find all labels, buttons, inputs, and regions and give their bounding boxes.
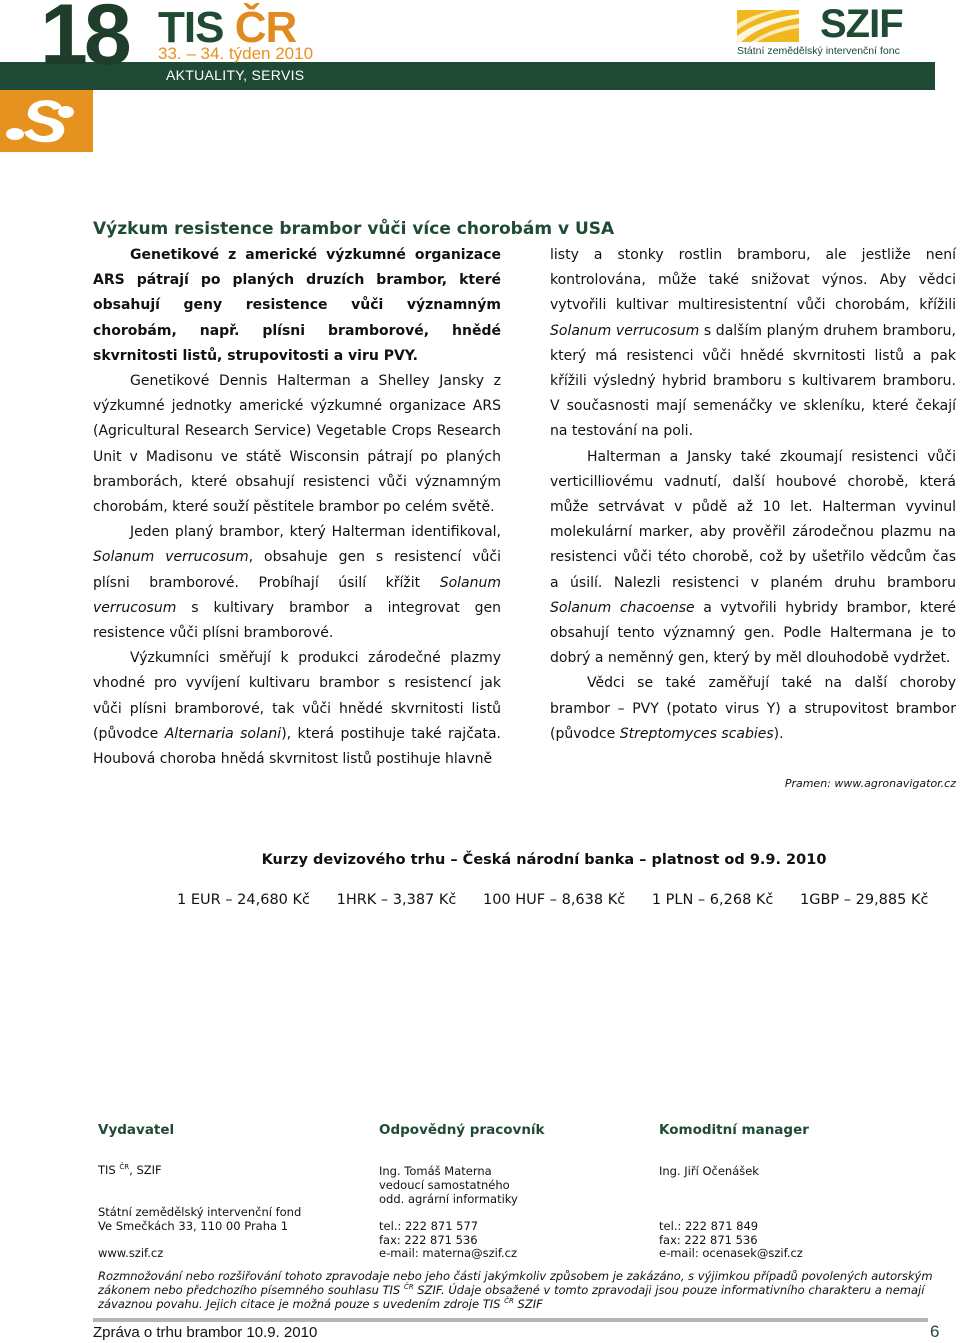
- szif-logo-icon: [737, 10, 799, 42]
- article-title: Výzkum resistence brambor vůči více chorobám v USA: [93, 219, 615, 239]
- section-label: AKTUALITY, SERVIS: [166, 67, 305, 83]
- text: s kultivary brambor a integrovat gen resistence vůči plísni bramborové.: [93, 599, 501, 642]
- publisher-address: Ve Smečkách 33, 110 00 Praha 1: [98, 1219, 289, 1233]
- footer-divider: [93, 1318, 928, 1322]
- article-right-column: [550, 243, 956, 747]
- mgr-email-link[interactable]: e-mail: ocenasek@szif.cz: [659, 1246, 803, 1260]
- article-lead: Genetikové z americké výzkumné organizace ARS pátrají po planých druzích brambor, které obsahují geny resistence vůči významným chorobám, např. plísni bramborové, hnědé skvrnitosti listů, strupovitosti a viru PVY.: [93, 247, 501, 364]
- currency-title: Kurzy devizového trhu – Česká národní banka – platnost od 9.9. 2010: [261, 852, 827, 868]
- species-name: Alternaria solani: [164, 725, 282, 742]
- text: ).: [773, 725, 784, 742]
- resp-fax: fax: 222 871 536: [379, 1233, 478, 1247]
- text: listy a stonky rostlin bramboru, ale jestliže není kontrolována, může také snižovat výnos. Aby vědci vytvořili kultivar multiresistentní vůči chorobám, křížili: [550, 247, 956, 314]
- article-paragraph-5: [550, 445, 956, 672]
- text: a vytvořili hybridy brambor, které obsahují tento významný gen. Podle Haltermana je to dobrý a neměnný gen, který by měl dlouhodobě vydržet.: [550, 599, 956, 667]
- text: ČR: [504, 1296, 514, 1305]
- mgr-tel: tel.: 222 871 849: [659, 1219, 759, 1233]
- text: SZIF: [513, 1296, 543, 1311]
- publisher-web-link[interactable]: www.szif.cz: [98, 1246, 164, 1260]
- text: Vědci se také zaměřují také na další choroby brambor – PVY (potato virus Y) a strupovitost brambor (původce: [550, 675, 956, 742]
- resp-name: Ing. Tomáš Materna: [379, 1164, 492, 1178]
- publisher-name: [98, 1164, 162, 1178]
- responsible-heading: Odpovědný pracovník: [379, 1122, 545, 1138]
- brand-tis: TIS: [158, 3, 224, 52]
- article-paragraph-2: [93, 520, 501, 646]
- publisher-fund: Státní zemědělský intervenční fond: [98, 1205, 302, 1219]
- species-name: Streptomyces scabies: [619, 725, 774, 742]
- text: Jeden planý brambor, který Halterman identifikoval,: [130, 524, 501, 541]
- szif-full-name: Státní zemědělský intervenční fonc: [737, 45, 900, 57]
- text: , SZIF: [129, 1163, 162, 1177]
- rate-gbp: 1GBP – 29,885 Kč: [800, 892, 929, 908]
- text: Rozmnožování nebo rozšiřování tohoto zpravodaje nebo jeho části jakýmkoliv způsobem je zakázáno, s výjimkou případů povolených autorským zákonem nebo předchozího písemného souhlasu TIS: [98, 1269, 933, 1297]
- szif-name: SZIF: [820, 2, 903, 46]
- mgr-name: Ing. Jiří Očenášek: [659, 1164, 759, 1178]
- brand-cr: ČR: [234, 3, 297, 52]
- text: Výzkumníci směřují k produkci zárodečné plazmy vhodné pro vyvíjení kultivaru brambor s resistencí jak vůči plísni bramborové, tak vůči hnědé skvrnitosti listů (původce: [93, 650, 501, 742]
- resp-tel: tel.: 222 871 577: [379, 1219, 479, 1233]
- article-left-column: [93, 243, 501, 772]
- potato-s-logo-icon: [0, 90, 93, 152]
- rate-eur: 1 EUR – 24,680 Kč: [177, 892, 310, 908]
- text: SZIF. Údaje obsažené v tomto zpravodaji jsou pouze informativního charakteru a nemají závaznou povahu. Jejich citace je možná pouze s uvedením zdroje TIS: [98, 1282, 925, 1311]
- rate-hrk: 1HRK – 3,387 Kč: [336, 892, 457, 908]
- text: , obsahuje gen s resistencí vůči plísni bramborové. Probíhají úsilí křížit: [93, 549, 501, 591]
- species-name: Solanum verrucosum: [550, 322, 700, 339]
- header-bar: [0, 62, 935, 90]
- week-label: 33. – 34. týden 2010: [158, 44, 314, 63]
- text: s dalším planým druhem bramboru, který má resistenci vůči hnědé skvrnitosti listů a pak křížili výsledný hybrid bramboru s kultivarem bramboru. V současnosti mají semenáčky ve skleníku, které čekají na testování na poli.: [550, 322, 957, 440]
- text: ČR: [403, 1282, 414, 1291]
- publisher-heading: Vydavatel: [98, 1122, 175, 1138]
- article-paragraph-6: [550, 671, 956, 747]
- rate-pln: 1 PLN – 6,268 Kč: [651, 892, 774, 908]
- article-paragraph-1: Genetikové Dennis Halterman a Shelley Jansky z výzkumné jednotky americké výzkumné organizace ARS (Agricultural Research Service) Vegetable Crops Research Unit v Madisonu ve státě Wisconsin pátrají po planých bramborách, které obsahují resistenci vůči významným chorobám, které souží pěstitele brambor po celém světě.: [93, 373, 501, 516]
- rate-huf: 100 HUF – 8,638 Kč: [482, 892, 626, 908]
- issue-number: 18: [40, 0, 128, 83]
- report-title: Zpráva o trhu brambor 10.9. 2010: [93, 1324, 318, 1341]
- species-name: Solanum verrucosum: [93, 574, 501, 616]
- text: ), která postihuje také rajčata. Houbová choroba hnědá skvrnitost listů postihuje hlavně: [93, 725, 501, 768]
- mgr-fax: fax: 222 871 536: [659, 1233, 758, 1247]
- text: TIS: [98, 1163, 116, 1177]
- article-paragraph-3: [93, 646, 501, 772]
- legal-notice: [98, 1270, 938, 1311]
- species-name: Solanum verrucosum: [93, 549, 249, 566]
- species-name: Solanum chacoense: [550, 599, 695, 616]
- text: ČR: [119, 1163, 130, 1172]
- article-source: Pramen: www.agronavigator.cz: [784, 777, 956, 790]
- resp-role-2: odd. agrární informatiky: [379, 1192, 518, 1206]
- article-paragraph-4: [550, 243, 956, 445]
- currency-rates: [177, 889, 937, 911]
- resp-role-1: vedoucí samostatného: [379, 1178, 510, 1192]
- resp-email-link[interactable]: e-mail: materna@szif.cz: [379, 1246, 518, 1260]
- manager-heading: Komoditní manager: [659, 1122, 809, 1138]
- page-number: 6: [930, 1322, 940, 1341]
- text: Halterman a Jansky také zkoumají resistenci vůči verticilliovému vadnutí, další houbové chorobě, která může setrvávat v půdě až 10 let. Halterman vyvinul molekulární marker, aby prověřil zárodečnou plazmu na resistenci vůči této chorobě, což by ušetřilo vědcům čas a úsilí. Nalezli resistenci v planém druhu bramboru: [550, 448, 956, 591]
